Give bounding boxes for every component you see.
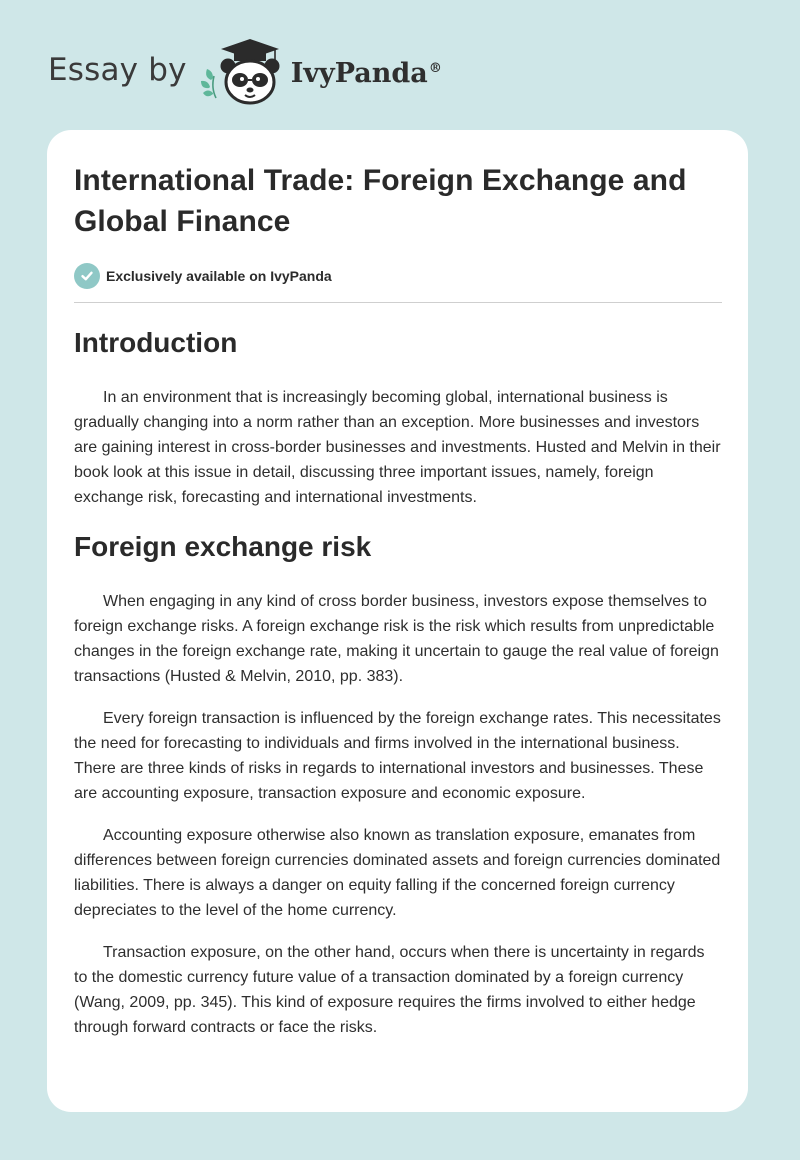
check-circle-icon	[74, 263, 100, 289]
divider	[74, 302, 722, 303]
essay-card	[47, 130, 748, 1112]
exclusive-badge	[74, 263, 722, 289]
essay-content	[74, 160, 722, 1040]
site-header	[48, 36, 442, 108]
paragraph: Every foreign transaction is influenced by the foreign exchange rates. This necessitates the need for forecasting to individuals and firms involved in the international business. There are three kinds of risks in regards to international investors and businesses. These are accounting exposure, transaction exposure and economic exposure.	[74, 710, 721, 802]
essay-by-label: Essay by	[48, 52, 187, 88]
section-heading: Foreign exchange risk	[74, 531, 372, 562]
paragraph: In an environment that is increasingly becoming global, international business is gradually changing into a norm rather than an exception. More businesses and investors are gaining interest in cross-border businesses and investments. Husted and Melvin in their book look at this issue in detail, discussing three important issues, namely, foreign exchange risk, forecasting and international investments.	[74, 389, 721, 506]
paragraph: When engaging in any kind of cross border business, investors expose themselves to foreign exchange risks. A foreign exchange risk is the risk which results from unpredictable changes in the foreign exchange rate, making it uncertain to gauge the real value of foreign transactions (Husted & Melvin, 2010, pp. 383).	[74, 593, 719, 685]
paragraph: Transaction exposure, on the other hand, occurs when there is uncertainty in regards to the domestic currency future value of a transaction dominated by a foreign currency (Wang, 2009, pp. 345). This kind of exposure requires the firms involved to either hedge through forward contracts or face the risks.	[74, 944, 705, 1036]
exclusive-label: Exclusively available on IvyPanda	[106, 268, 332, 284]
paragraph: Accounting exposure otherwise also known as translation exposure, emanates from differences between foreign currencies dominated assets and foreign currencies dominated liabilities. There is always a danger on equity falling if the concerned foreign currency depreciates to the level of the home currency.	[74, 827, 721, 919]
registered-mark: ®	[428, 60, 442, 76]
brand-name[interactable]: IvyPanda®	[290, 57, 442, 89]
section-heading: Introduction	[74, 327, 238, 358]
page-title: International Trade: Foreign Exchange and Global Finance	[74, 164, 687, 238]
panda-graduate-icon[interactable]	[201, 36, 289, 108]
